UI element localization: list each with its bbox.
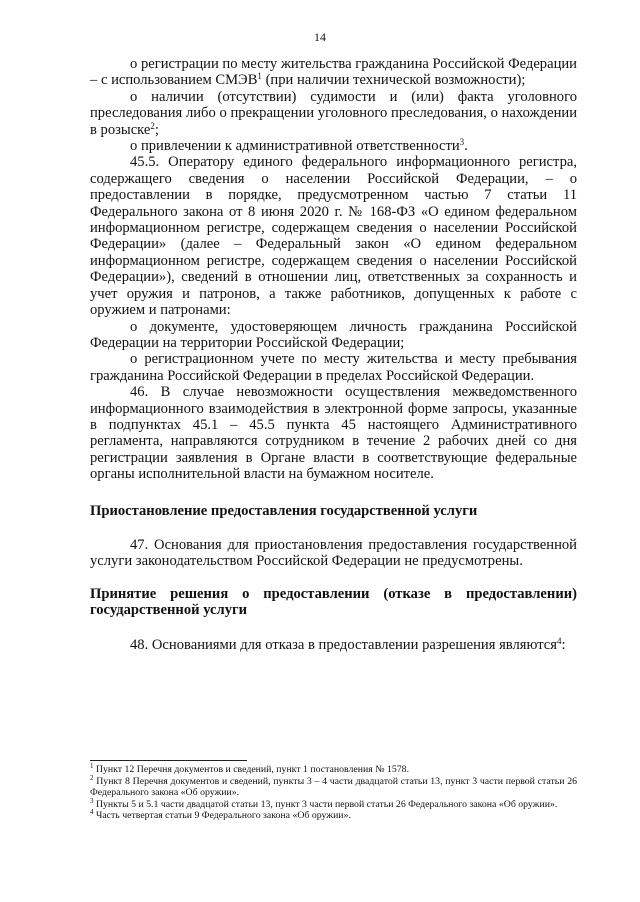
section-heading-decision: Принятие решения о предоставлении (отказе в предоставлении) государственной услуги	[90, 585, 577, 619]
footnote-3: $^3$ Пункты 5 и 5.1 части двадцатой статьи 13, пункт 3 части первой статьи 26 Федерального закона «Об оружии».	[90, 796, 558, 810]
footnote-ref: 1	[257, 71, 262, 82]
section-heading-suspension: Приостановление предоставления государственной услуги	[90, 502, 478, 519]
paragraph-registration-record: о регистрационном учете по месту жительства и месту пребывания гражданина Российской Федерации в пределах Российской Федерации.	[90, 351, 577, 384]
footnotes	[90, 764, 577, 822]
paragraph-46: 46. В случае невозможности осуществления межведомственного информационного взаимодействия в электронной форме запросы, указанные в подпунктах 45.1 – 45.5 пункта 45 настоящего Административного регламента, направляются сотрудником в течение 2 рабочих дней со дня регистрации заявления в Органе власти в соответствующие федеральные органы исполнительной власти на бумажном носителе.	[90, 384, 577, 483]
footnote-1: $^1$ Пункт 12 Перечня документов и сведений, пункт 1 постановления № 1578.	[90, 762, 410, 775]
footnote-ref: 4	[556, 635, 562, 646]
paragraph-47: 47. Основания для приостановления предоставления государственной услуги законодательством Российской Федерации не предусмотрены.	[90, 536, 577, 570]
paragraph-criminal-record: о наличии (отсутствии) судимости и (или) факта уголовного преследования либо о прекращении уголовного преследования, о нахождении в розыске$^2$;	[90, 88, 577, 138]
paragraph-45-5: 45.5. Оператору единого федерального информационного регистра, содержащего сведения о населении Российской Федерации, – о предоставлении в порядке, предусмотренном частью 7 статьи 11 Федерального закона от 8 июня 2020 г. № 168-ФЗ «О едином федеральном информационном регистре, содержащем сведения о населении Российской Федерации» (далее – Федеральный закон «О едином федеральном информационном регистре, содержащем сведения о населении Российской Федерации»), сведений в отношении лиц, ответственных за сохранность и учет оружия и патронов, а также работников, допущенных к работе с оружием и патронами:	[90, 154, 577, 319]
footnote-4: $^4$ Часть четвертая статьи 9 Федерального закона «Об оружии».	[90, 808, 351, 822]
paragraph-registration: о регистрации по месту жительства гражданина Российской Федерации – с использованием СМЭВ$^1$ (при наличии технической возможности);	[90, 56, 577, 89]
page-number: 14	[314, 30, 326, 44]
footnote-ref: 3	[459, 137, 465, 148]
paragraph-48: 48. Основаниями для отказа в предоставлении разрешения являются$^4$:	[130, 635, 566, 653]
paragraph-administrative: о привлечении к административной ответственности$^3$.	[130, 137, 468, 155]
footnote-2: $^2$ Пункт 8 Перечня документов и сведений, пункты 3 – 4 части двадцатой статьи 13, пункт 3 части первой статьи 26 Федерального закона «Об оружии».	[90, 773, 577, 799]
footnote-divider	[90, 760, 247, 761]
paragraph-identity-document: о документе, удостоверяющем личность гражданина Российской Федерации на территории Российской Федерации;	[90, 318, 577, 351]
document-body	[90, 56, 577, 653]
footnote-ref: 2	[150, 120, 155, 131]
